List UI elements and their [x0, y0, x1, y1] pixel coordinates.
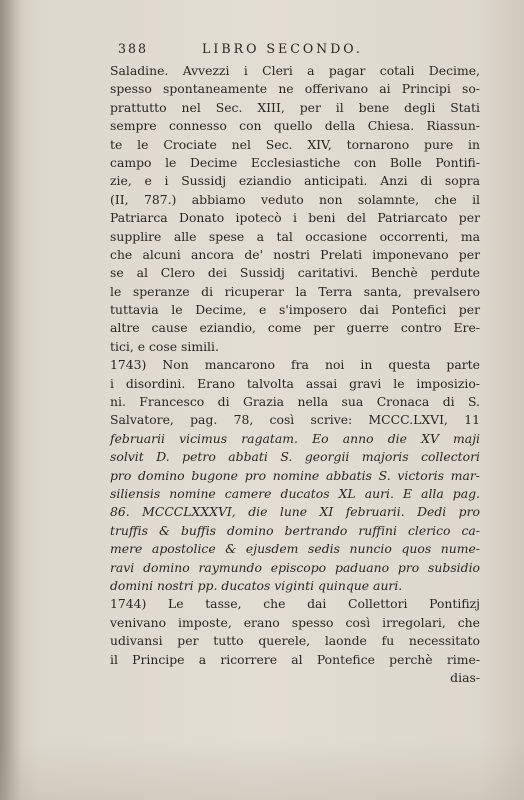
quote-line: 86. MCCCLXXXVI, die lune XI februarii. Dedi pro	[110, 504, 480, 520]
text-line: Patriarca Donato ipotecò i beni del Patriarcato per	[110, 210, 480, 226]
text-line: ni. Francesco di Grazia nella sua Cronaca di S.	[110, 394, 480, 410]
quote-line: februarii vicimus ragatam. Eo anno die XV maji	[110, 430, 480, 446]
gutter-shadow	[0, 0, 22, 800]
text-line: i disordini. Erano talvolta assai gravi le imposizio-	[110, 375, 480, 391]
text-line: tici, e cose simili.	[110, 338, 219, 354]
text-line: zie, e i Sussidj eziandio anticipati. Anzi di sopra	[110, 173, 480, 189]
quote-line: solvit D. petro abbati S. georgii majoris collectori	[110, 449, 480, 465]
page-bottom-shade	[0, 740, 524, 800]
running-header	[110, 40, 480, 58]
running-title: LIBRO SECONDO.	[202, 41, 363, 56]
text-line: (II, 787.) abbiamo veduto non solamnte, che il	[110, 191, 480, 207]
text-line: Salvatore, pag. 78, così scrive: MCCC.LXVI, 11	[110, 412, 480, 428]
text-line: supplire alle spese a tal occasione occorrenti, ma	[110, 228, 480, 244]
text-line: che alcuni ancora de' nostri Prelati imponevano per	[110, 246, 480, 262]
quote-line: ravi domino raymundo episcopo paduano pro subsidio	[110, 559, 480, 575]
text-line: campo le Decime Ecclesiastiche con Bolle Pontifi-	[110, 154, 480, 170]
text-line: sempre connesso con quello della Chiesa. Riassun-	[110, 118, 480, 134]
page-number: 388	[118, 41, 149, 56]
text-line: tuttavia le Decime, e s'imposero dai Pontefici per	[110, 302, 480, 318]
quote-line: pro domino bugone pro nomine abbatis S. victoris mar-	[110, 467, 480, 483]
text-line: le speranze di ricuperar la Terra santa, prevalsero	[110, 283, 480, 299]
text-line: se al Clero dei Sussidj caritativi. Benchè perdute	[110, 265, 480, 281]
text-line: Saladine. Avvezzi i Cleri a pagar cotali Decime,	[110, 63, 480, 78]
quote-line: domini nostri pp. ducatos viginti quinque auri.	[110, 577, 403, 593]
quote-line: truffis & buffis domino bertrando ruffini clerico ca-	[110, 522, 480, 538]
text-line: altre cause eziandio, come per guerre contro Ere-	[110, 320, 480, 336]
text-line: venivano imposte, erano spesso così irregolari, che	[110, 614, 480, 630]
quote-line: mere apostolice & ejusdem sedis nuncio quos nume-	[110, 541, 480, 557]
text-line: spesso spontaneamente ne offerivano ai Principi so-	[110, 81, 480, 97]
text-line: udivansi per tutto querele, laonde fu necessitato	[110, 633, 480, 649]
text-line: prattutto nel Sec. XIII, per il bene degli Stati	[110, 99, 480, 115]
text-line: te le Crociate nel Sec. XIV, tornarono pure in	[110, 136, 480, 152]
page-text-block	[110, 40, 480, 687]
quote-line: siliensis nomine camere ducatos XL auri. E alla pag.	[110, 485, 480, 501]
note-1743-line: 1743) Non mancarono fra noi in questa parte	[110, 357, 480, 373]
catchword: dias-	[450, 669, 480, 685]
note-1744-line: 1744) Le tasse, che dai Collettori Pontifizj	[110, 596, 480, 612]
text-line: il Principe a ricorrere al Pontefice perchè rime-	[110, 651, 480, 667]
